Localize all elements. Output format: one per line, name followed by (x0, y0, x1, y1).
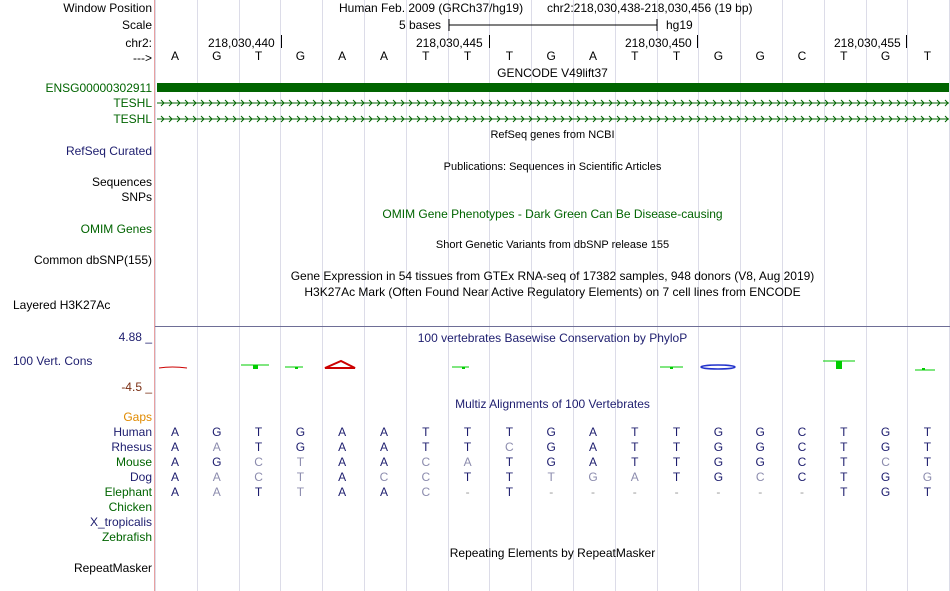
base-letter: T (631, 49, 639, 63)
base-letter: A (338, 49, 347, 63)
alignment-base: G (212, 425, 222, 439)
omim-label[interactable]: OMIM Genes (80, 222, 152, 236)
alignment-base: - (549, 485, 554, 499)
alignment-base: T (923, 425, 932, 439)
h3k27ac-title: H3K27Ac Mark (Often Found Near Active Regulatory Elements) on 7 cell lines from ENCODE (304, 285, 801, 299)
alignment-base: T (840, 485, 848, 499)
gencode-title: GENCODE V49lift37 (497, 66, 608, 80)
alignment-base: A (379, 440, 388, 454)
alignment-base: A (170, 485, 179, 499)
scale-db: hg19 (666, 18, 693, 32)
alignment-base: G (295, 425, 306, 439)
pubs-title: Publications: Sequences in Scientific Articles (443, 161, 662, 173)
scale-value: 5 bases (399, 18, 442, 32)
alignment-base: G (546, 455, 556, 469)
gtex-title: Gene Expression in 54 tissues from GTEx RNA-seq of 17382 samples, 948 donors (V8, Aug 2019) (290, 269, 815, 283)
assembly-label: Human Feb. 2009 (GRCh37/hg19) (339, 1, 524, 15)
alignment-base: C (254, 455, 263, 469)
alignment-base: C (755, 470, 765, 484)
base-letter: G (713, 49, 724, 63)
alignment-base: - (632, 485, 637, 499)
alignment-base: A (338, 440, 347, 454)
alignment-base: T (254, 425, 263, 439)
alignment-base: G (755, 440, 765, 454)
alignment-base: T (631, 440, 639, 454)
alignment-base: G (755, 455, 765, 469)
position-2: 218,030,450 (625, 36, 692, 50)
alignment-base: G (922, 470, 933, 484)
window-position-label: Window Position (63, 1, 152, 15)
position-tick-0 (281, 35, 282, 48)
alignment-base: G (713, 470, 724, 484)
alignment-base: T (840, 440, 848, 454)
alignment-base: A (379, 425, 388, 439)
alignment-base: G (546, 440, 556, 454)
gene-feature-ensg[interactable] (157, 83, 949, 92)
species-label[interactable]: Human (113, 425, 152, 439)
alignment-base: - (758, 485, 763, 499)
phylop-label[interactable]: 100 Vert. Cons (13, 354, 93, 368)
base-letter: G (755, 49, 765, 63)
omim-title: OMIM Gene Phenotypes - Dark Green Can Be Disease-causing (382, 207, 723, 221)
gene-label-teshl-1[interactable]: TESHL (113, 96, 152, 110)
region-label: chr2:218,030,438-218,030,456 (19 bp) (547, 1, 753, 15)
alignment-base: G (713, 425, 724, 439)
base-letter: T (840, 49, 848, 63)
alignment-base: G (212, 455, 222, 469)
alignment-base: T (672, 425, 681, 439)
h3k27ac-label[interactable]: Layered H3K27Ac (13, 298, 111, 312)
alignment-base: T (923, 455, 932, 469)
alignment-base: A (212, 470, 221, 484)
alignment-base: T (840, 470, 848, 484)
alignment-base: T (296, 455, 305, 469)
position-3: 218,030,455 (834, 36, 901, 50)
alignment-base: C (797, 425, 807, 439)
chrom-label: chr2: (125, 36, 152, 50)
phylop-title: 100 vertebrates Basewise Conservation by PhyloP (417, 331, 688, 345)
pubs-snps-label[interactable]: SNPs (121, 190, 152, 204)
gene-feature-teshl-2[interactable] (157, 114, 949, 124)
alignment-base: T (254, 440, 263, 454)
repeatmasker-title: Repeating Elements by RepeatMasker (449, 546, 656, 560)
base-letter: G (212, 49, 222, 63)
alignment-base: C (421, 455, 431, 469)
alignment-base: G (880, 440, 891, 454)
alignment-base: C (421, 470, 431, 484)
alignment-base: T (923, 485, 932, 499)
base-letter: T (463, 49, 472, 63)
alignment-base: A (170, 425, 179, 439)
alignment-base: T (672, 455, 681, 469)
alignment-base: T (254, 485, 263, 499)
alignment-base: - (465, 485, 470, 499)
species-label[interactable]: Rhesus (111, 440, 152, 454)
base-letter: T (422, 49, 430, 63)
phylop-signal[interactable] (155, 355, 950, 375)
base-letter: T (254, 49, 263, 63)
alignment-base: G (713, 440, 724, 454)
alignment-base: T (422, 440, 430, 454)
alignment-base: T (463, 425, 472, 439)
base-letter: G (546, 49, 556, 63)
species-label[interactable]: Chicken (108, 500, 152, 514)
position-tick-2 (697, 35, 698, 48)
scale-label: Scale (121, 18, 152, 32)
alignment-base: T (463, 470, 472, 484)
alignment-base: A (212, 485, 221, 499)
dbsnp-title: Short Genetic Variants from dbSNP release 155 (435, 239, 670, 251)
position-tick-1 (489, 35, 490, 48)
alignment-base: G (880, 425, 891, 439)
strand-arrow-label: ---> (133, 51, 152, 65)
alignment-base: C (505, 440, 514, 454)
gene-label-ensg[interactable]: ENSG00000302911 (45, 81, 152, 95)
alignment-base: T (505, 470, 514, 484)
alignment-base: - (800, 485, 804, 499)
species-label[interactable]: Zebrafish (101, 530, 152, 544)
alignment-base: C (797, 470, 807, 484)
alignment-base: - (716, 485, 721, 499)
alignment-base: A (170, 455, 179, 469)
alignment-base: C (797, 440, 807, 454)
base-letter: G (880, 49, 891, 63)
alignment-base: T (505, 455, 514, 469)
position-1: 218,030,445 (416, 36, 483, 50)
refseq-label[interactable]: RefSeq Curated (65, 144, 152, 158)
alignment-base: T (840, 425, 848, 439)
phylop-min: -4.5 _ (121, 380, 152, 394)
phylop-top-line (155, 326, 950, 327)
alignment-base: T (923, 440, 932, 454)
species-label[interactable]: Dog (129, 470, 152, 484)
alignment-base: G (295, 440, 306, 454)
alignment-base: G (713, 455, 724, 469)
repeatmasker-label[interactable]: RepeatMasker (73, 561, 152, 575)
alignment-base: - (674, 485, 679, 499)
alignment-base: A (379, 455, 388, 469)
refseq-title: RefSeq genes from NCBI (490, 129, 615, 141)
base-letter: A (588, 49, 597, 63)
alignment-base: T (422, 425, 430, 439)
alignment-base: T (672, 440, 681, 454)
alignment-base: A (463, 455, 472, 469)
base-letter: C (797, 49, 807, 63)
alignment-base: A (588, 425, 597, 439)
alignment-base: A (170, 470, 179, 484)
alignment-base: T (463, 440, 472, 454)
alignment-base: - (591, 485, 595, 499)
alignment-base: T (505, 485, 514, 499)
alignment-base: G (755, 425, 765, 439)
species-label[interactable]: Mouse (115, 455, 152, 469)
alignment-base: T (631, 425, 639, 439)
alignment-base: G (880, 470, 891, 484)
pubs-sequences-label[interactable]: Sequences (91, 175, 152, 189)
alignment-base: A (170, 440, 179, 454)
alignment-base: C (881, 455, 890, 469)
alignment-base: T (296, 470, 305, 484)
alignment-base: C (421, 485, 431, 499)
base-letter: T (672, 49, 681, 63)
base-letter: G (295, 49, 306, 63)
alignment-base: G (546, 425, 556, 439)
species-label[interactable]: Elephant (104, 485, 152, 499)
alignment-base: A (588, 440, 597, 454)
alignment-base: A (588, 455, 597, 469)
species-label[interactable]: X_tropicalis (89, 515, 152, 529)
gaps-label: Gaps (123, 410, 152, 424)
dbsnp-label[interactable]: Common dbSNP(155) (33, 253, 152, 267)
alignment-base: T (547, 470, 555, 484)
scale-bar (448, 18, 660, 32)
alignment-base: T (672, 470, 681, 484)
alignment-base: A (379, 485, 388, 499)
alignment-base: A (212, 440, 221, 454)
alignment-base: C (379, 470, 389, 484)
alignment-base: T (505, 425, 514, 439)
alignment-base: C (254, 470, 263, 484)
alignment-base: A (338, 485, 347, 499)
position-tick-3 (906, 35, 907, 48)
multiz-title: Multiz Alignments of 100 Vertebrates (455, 397, 650, 411)
alignment-base: C (797, 455, 807, 469)
alignment-base: T (296, 485, 305, 499)
alignment-base: T (631, 455, 639, 469)
phylop-max: 4.88 _ (118, 330, 152, 344)
alignment-base: A (338, 470, 347, 484)
alignment-base: G (588, 470, 598, 484)
alignment-base: A (630, 470, 639, 484)
base-letter: T (923, 49, 932, 63)
position-0: 218,030,440 (208, 36, 275, 50)
base-letter: T (505, 49, 514, 63)
base-letter: A (170, 49, 179, 63)
alignment-base: A (338, 455, 347, 469)
alignment-base: A (338, 425, 347, 439)
gene-feature-teshl-1[interactable] (157, 98, 949, 108)
alignment-base: T (840, 455, 848, 469)
alignment-base: G (880, 485, 891, 499)
gene-label-teshl-2[interactable]: TESHL (113, 112, 152, 126)
base-letter: A (379, 49, 388, 63)
